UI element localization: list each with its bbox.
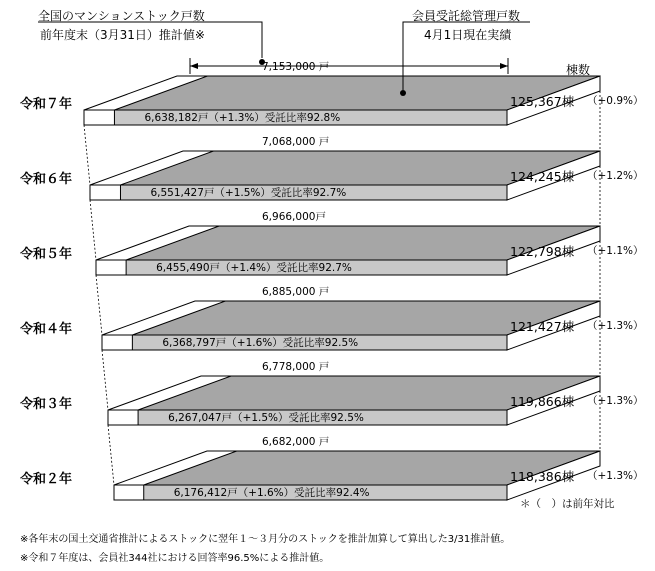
prev-year-note: ＊（ ）は前年対比 <box>520 498 615 510</box>
year-label: 令和３年 <box>20 397 73 412</box>
guide-line-left <box>102 350 108 410</box>
buildings-label: 122,798棟 <box>510 244 575 259</box>
total-label: 6,885,000 戸 <box>262 286 330 298</box>
total-span-arrowhead-left <box>190 63 198 69</box>
guide-line-left <box>90 200 96 260</box>
buildings-growth-label: （+1.3%） <box>587 470 644 482</box>
header-managed-title: 会員受託総管理戸数 <box>412 9 521 23</box>
header-managed-subtitle: 4月1日現在実績 <box>424 28 512 42</box>
guide-line-left <box>96 275 102 335</box>
managed-label: 6,267,047戸（+1.5%）受託比率92.5% <box>168 412 364 424</box>
buildings-growth-label: （+1.1%） <box>587 245 644 257</box>
buildings-growth-label: （+1.2%） <box>587 170 644 182</box>
buildings-label: 119,866棟 <box>510 394 575 409</box>
total-label: 7,068,000 戸 <box>262 136 330 148</box>
year-label: 令和４年 <box>20 322 73 337</box>
managed-label: 6,551,427戸（+1.5%）受託比率92.7% <box>150 187 347 199</box>
header-stock-title: 全国のマンションストック戸数 <box>38 9 205 23</box>
managed-label: 6,368,797戸（+1.6%）受託比率92.5% <box>162 337 359 349</box>
year-label: 令和７年 <box>20 97 73 112</box>
total-label: 6,966,000戸 <box>262 211 326 223</box>
buildings-growth-label: （+1.3%） <box>587 395 644 407</box>
managed-label: 6,176,412戸（+1.6%）受託比率92.4% <box>173 487 370 499</box>
managed-label: 6,455,490戸（+1.4%）受託比率92.7% <box>156 262 352 274</box>
buildings-label: 124,245棟 <box>510 169 575 184</box>
header-stock-subtitle: 前年度末（3月31日）推計値※ <box>40 28 205 42</box>
buildings-label: 118,386棟 <box>510 469 575 484</box>
year-label: 令和６年 <box>20 172 73 187</box>
managed-label: 6,638,182戸（+1.3%）受託比率92.8% <box>144 112 341 124</box>
buildings-label: 121,427棟 <box>510 319 575 334</box>
callout-managed-dot <box>400 90 406 96</box>
year-label: 令和２年 <box>20 472 73 487</box>
total-span-arrowhead-right <box>500 63 508 69</box>
buildings-header: 棟数 <box>566 63 591 77</box>
guide-line-left <box>84 125 90 185</box>
buildings-label: 125,367棟 <box>510 94 575 109</box>
guide-line-left <box>108 425 114 485</box>
buildings-growth-label: （+0.9%） <box>587 95 644 107</box>
year-label: 令和５年 <box>20 247 73 262</box>
footnote-1: ※各年末の国土交通省推計によるストックに翌年１～３月分のストックを推計加算して算出した3/31推計値。 <box>20 534 511 545</box>
buildings-growth-label: （+1.3%） <box>587 320 644 332</box>
total-label: 6,778,000 戸 <box>262 361 330 373</box>
total-label: 6,682,000 戸 <box>262 436 330 448</box>
total-label: 7,153,000 戸 <box>262 61 330 73</box>
footnote-2: ※令和７年度は、会員社344社における回答率96.5%による推計値。 <box>20 553 330 564</box>
